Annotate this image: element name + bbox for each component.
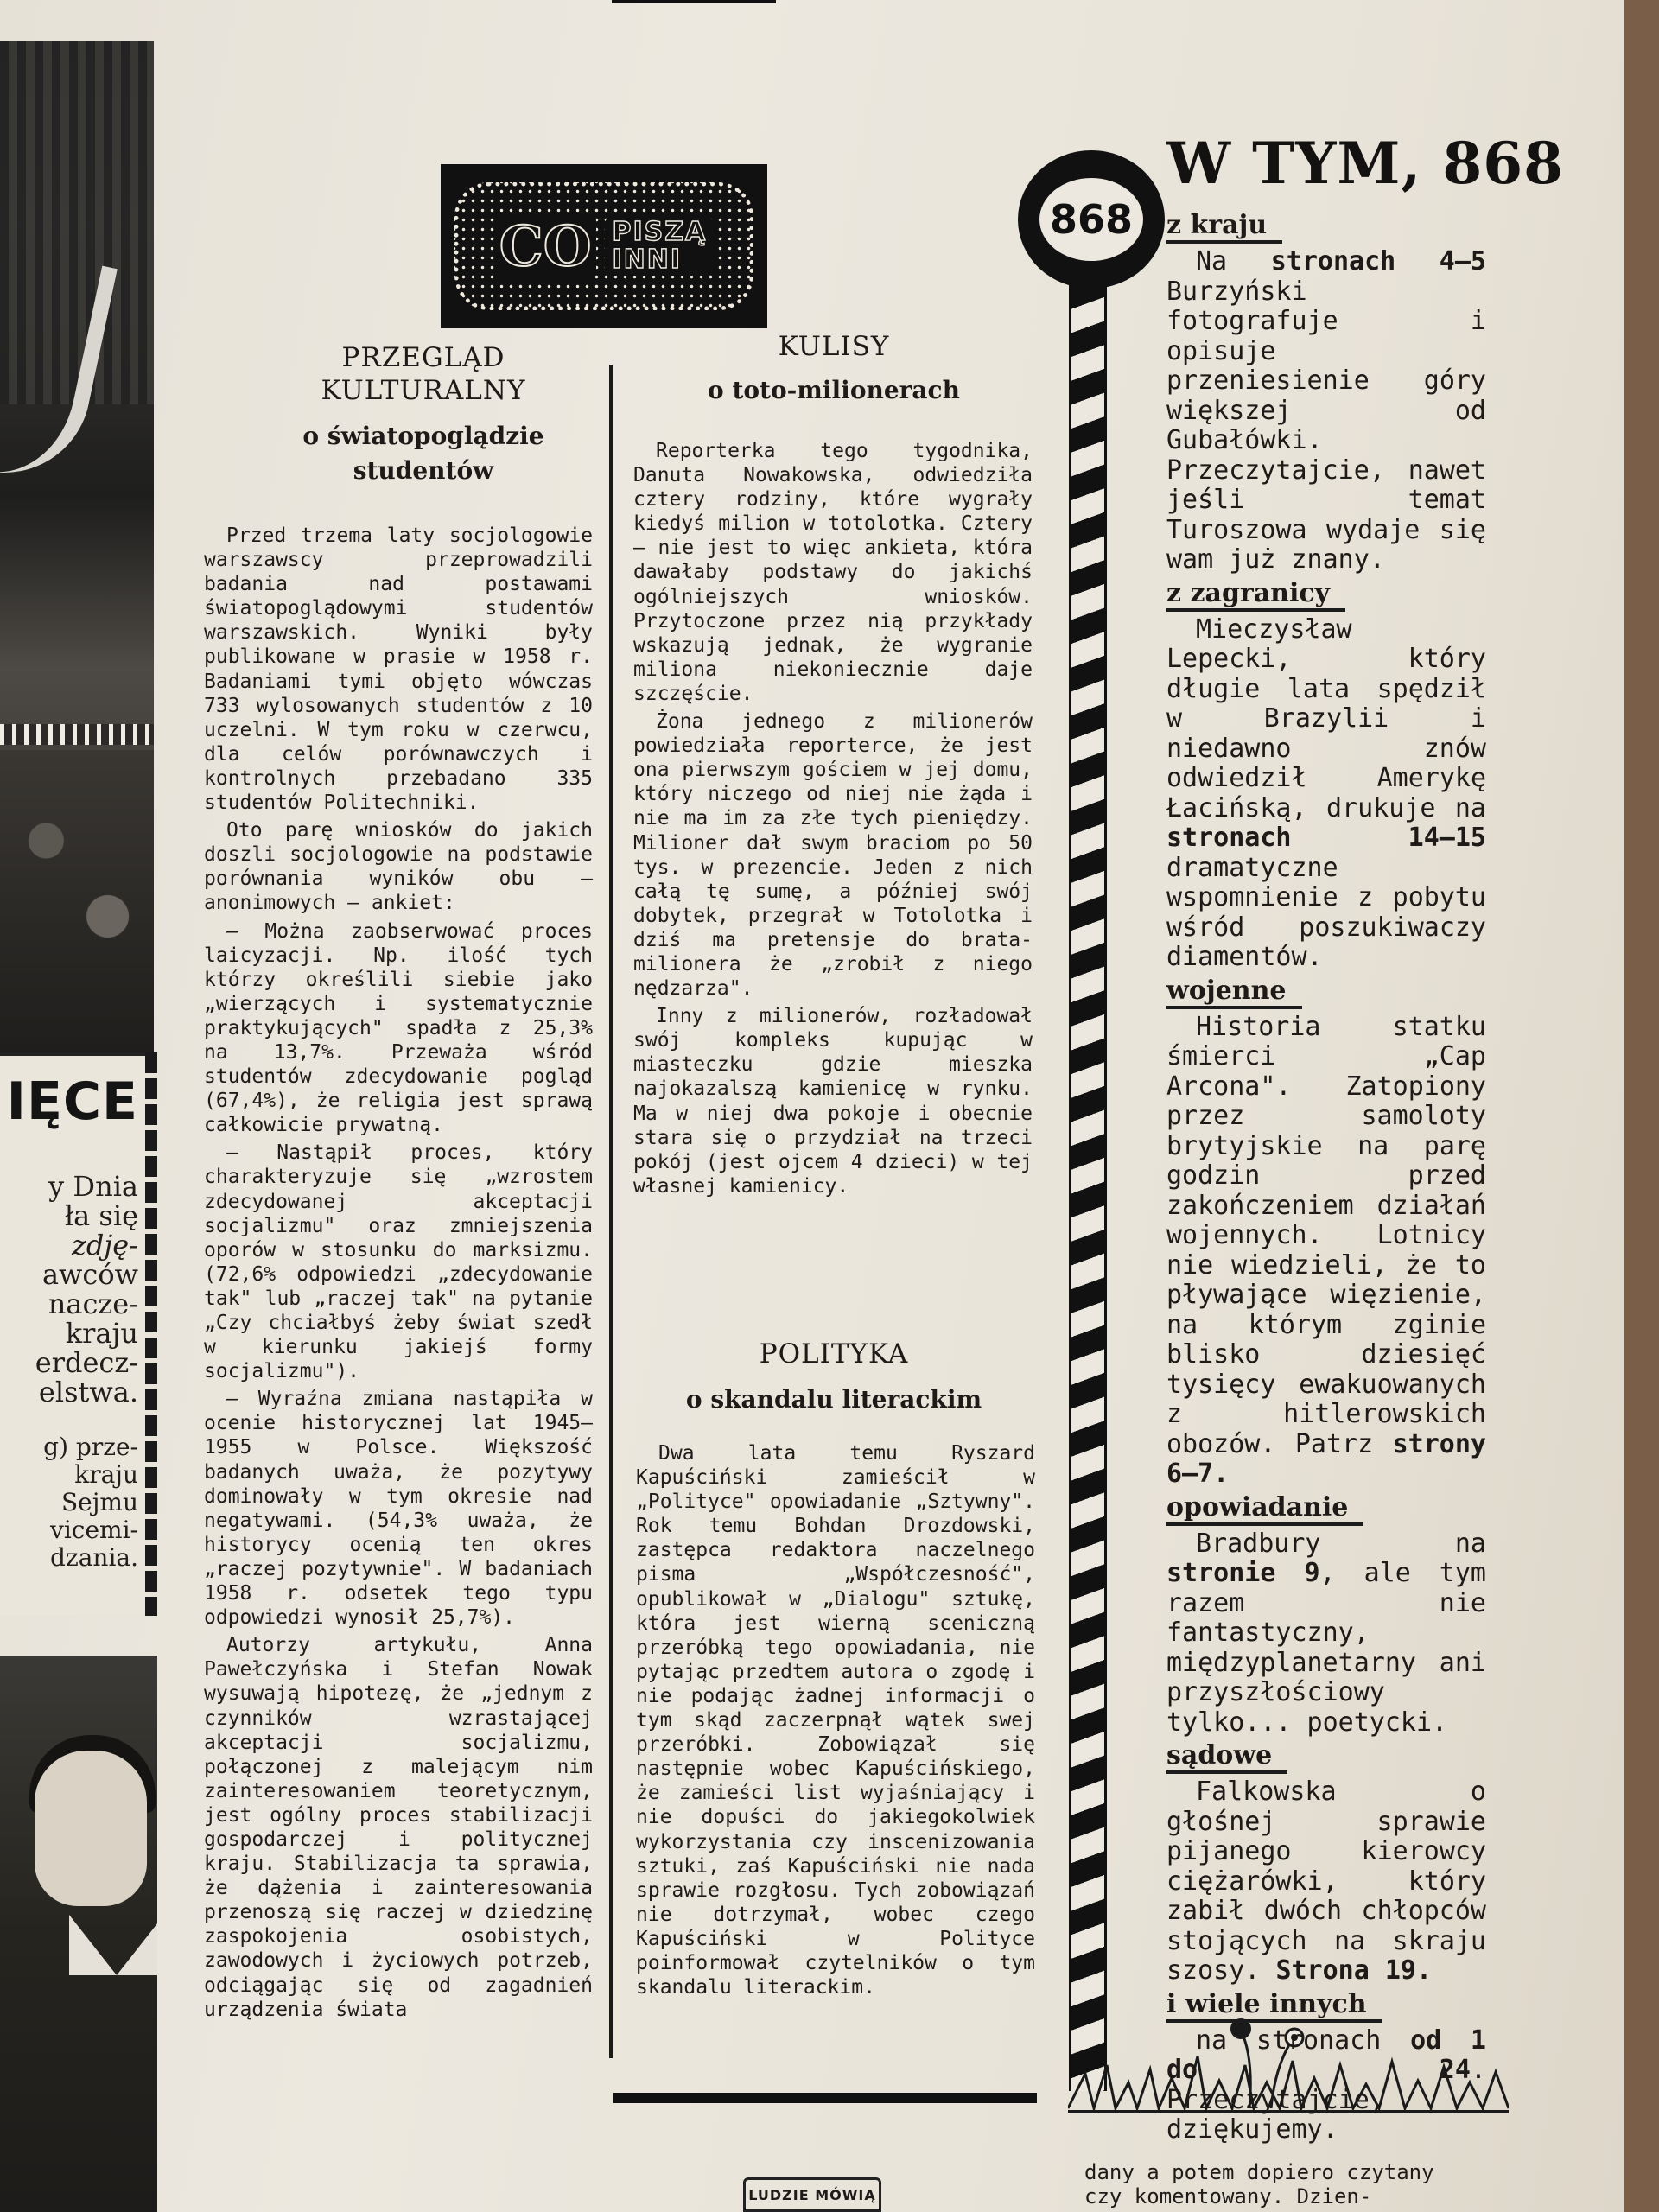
page-ref: stronach 14—15	[1166, 823, 1486, 853]
ludzie-mowia-logo: LUDZIE MÓWIĄ	[743, 2177, 881, 2212]
topic-heading: sądowe	[1166, 1741, 1287, 1774]
paragraph: Autorzy artykułu, Anna Pawełczyńska i Stefan Nowak wysuwają hipotezę, że „jednym z czynników wzrastającej akceptacji socjalizmu, połączonej z malejącym nim zainteresowaniem teoretycznym, jest ogólny proces stabilizacji gospodarczej i politycznej kraju. Stabilizacja ta sprawia, że dążenia i zainteresowania przenoszą się raczej w dziedzinę zaspokojenia osobistych, zawodowych i życiowych potrzeb, odciągając się od zagadnień urządzenia świata	[204, 1634, 593, 2021]
topic-heading: i wiele innych	[1166, 1990, 1382, 2023]
paragraph: — Wyraźna zmiana nastąpiła w ocenie historycznej lat 1945—1955 w Polsce. Większość badanych uważa, że pozytywy dominowały w tym okresie nad negatywami. (54,3% uważa, że historycy ocenią ten okres „raczej pozytywnie". W badaniach 1958 r. odsetek tego typu odpowiedzi wynosił 25,7%).	[204, 1388, 593, 1630]
col2-header-polityka	[631, 1338, 1037, 1417]
text-run: Mieczysław Lepecki, który długie lata spędził w Brazylii i niedawno znów odwiedził Amerykę Łacińską, drukuje na	[1166, 613, 1486, 823]
inset-line: dzania.	[50, 1543, 138, 1572]
co-pisza-inni-logo	[441, 164, 767, 328]
paragraph: Dwa lata temu Ryszard Kapuściński zamieścił w „Polityce" opowiadanie „Sztywny". Rok temu Bohdan Drozdowski, zastępca redaktora naczelnego pisma „Współczesność", opublikował w „Dialogu" sztukę, która jest wierną sceniczną przeróbką tego opowiadania, nie pytając przedtem autora o zgodę i nie podając żadnej informacji o tym skąd zaczerpnął wątek swej przeróbki. Zobowiązał się następnie wobec Kapuścińskiego, że zamieści list wyjaśniający i nie dopuści do jakiegokolwiek wykorzystania czy inscenizowania sztuki, zaś Kapuściński nie nada sprawie rozgłosu. Tych zobowiązań nie dotrzymał, wobec czego Kapuściński w Polityce poinformował czytelników o tym skandalu literackim.	[636, 1442, 1035, 1999]
logo-inni: INNI	[612, 245, 683, 275]
left-photo-auditorium	[0, 41, 154, 1052]
audience	[0, 750, 154, 1052]
topic-text	[1166, 1013, 1486, 1490]
inset-line: kraju	[74, 1460, 138, 1489]
topic-heading: opowiadanie	[1166, 1493, 1363, 1526]
section-title: KULTURALNY	[321, 375, 526, 406]
column-rule	[609, 365, 613, 2058]
page-ref: strony 6—7.	[1166, 1428, 1486, 1489]
paragraph: Inny z milionerów, rozładował swój kompleks kupując w miasteczku gdzie mieszka najokazalszą kamienicę w rynku. Ma w niej dwa pokoje i obecnie stara się o przydział na trzeci pokój (jest ojcem 4 dzieci) w tej własnej kamienicy.	[633, 1005, 1033, 1198]
inset-line: kraju	[65, 1317, 138, 1350]
inset-border	[145, 1052, 157, 1616]
text-run: Falkowska o głośnej sprawie pijanego kierowcy ciężarówki, który zabił dwóch chłopców stojących na skraju szosy.	[1166, 1777, 1486, 1986]
inset-line: ła się	[64, 1199, 138, 1232]
right-column-contents	[1166, 207, 1486, 2145]
inset-line: Sejmu	[60, 1488, 138, 1516]
col2-header-kulisy	[631, 330, 1037, 408]
page-ref: Strona 19.	[1275, 1955, 1433, 1986]
page-ref: stronach 4—5	[1270, 246, 1486, 276]
signpost-disc	[1018, 150, 1165, 289]
topic-heading: z kraju	[1166, 211, 1282, 244]
page-ref: od 1 do 24	[1166, 2024, 1486, 2085]
paragraph: — Można zaobserwować proces laicyzacji. Np. ilość tych którzy określili siebie jako „wierzących i systematycznie praktykujących" spadła z 25,3% na 13,7%. Przeważa wśród studentów zdecydowanie pogląd (67,4%), że religia jest sprawą całkowicie prywatną.	[204, 919, 593, 1137]
portrait-face	[35, 1751, 147, 1906]
portrait-collar	[69, 1915, 157, 1975]
stage-lights-row	[0, 724, 154, 745]
col2-article-body-1	[633, 439, 1033, 1202]
striped-signpost-pole	[1069, 285, 1107, 2091]
paragraph: Przed trzema laty socjologowie warszawscy przeprowadzili badania nad postawami światopoglądowymi studentów warszawskich. Wyniki były publikowane w prasie w 1958 r. Badaniami tymi objęto wówczas 733 wylosowanych studentów z 10 uczelni. W tym roku w czerwcu, dla celów porównawczych i kontrolnych przebadano 335 studentów Politechniki.	[204, 524, 593, 815]
inset-line: erdecz-	[35, 1346, 138, 1379]
paragraph: Żona jednego z milionerów powiedziała reporterce, że jest ona pierwszym gościem w jej domu, który niczego od niej nie żąda i nie ma im za złe tych pieniędzy. Milioner dał swym braciom po 50 tys. w prezencie. Jeden z nich całą tę sumę, a później swój dobytek, przegrał w Totolotka i dziś ma pretensje do brata-milionera że „zrobił z niego nędzarza".	[633, 710, 1033, 1001]
article-subtitle: o skandalu literackim	[685, 1385, 982, 1414]
col1-article-body	[204, 524, 593, 2209]
inset-line: g) prze-	[43, 1433, 138, 1461]
text-run: dramatyczne wspomnienie z pobytu wśród poszukiwaczy diamentów.	[1166, 852, 1486, 972]
text-run: Bradbury na	[1196, 1528, 1486, 1559]
text-run: , ale tym razem nie fantastyczny, międzyplanetarny ani przyszłościowy tylko... poetycki.	[1166, 1558, 1486, 1738]
text-run: . Przeczytajcie, dziękujemy.	[1166, 2055, 1486, 2145]
inset-line: vicemi-	[50, 1516, 138, 1544]
paragraph: Reporterka tego tygodnika, Danuta Nowakowska, odwiedziła cztery rodziny, które wygrały kiedyś milion w totolotka. Cztery — nie jest to więc ankieta, która dawałaby podstawy do jakichś ogólniejszych wniosków. Przytoczone przez nią przykłady wskazują jednak, że wygranie miliona niekoniecznie daje szczęście.	[633, 440, 1033, 705]
topic-text	[1166, 615, 1486, 973]
logo-dotted-frame	[454, 182, 753, 310]
text-run: Burzyński fotografuje i opisuje przeniesienie góry większej od Gubałówki. Przeczytajcie, nawet jeśli temat Turoszowa wydaje się wam już znany.	[1166, 276, 1486, 575]
article-subtitle: studentów	[353, 456, 494, 485]
topic-text	[1166, 247, 1486, 575]
article-subtitle: o toto-milionerach	[708, 376, 960, 404]
topic-text	[1166, 1777, 1486, 1986]
topic-heading: z zagranicy	[1166, 579, 1345, 612]
inset-line: nacze-	[48, 1287, 138, 1320]
inset-line: awców	[41, 1258, 138, 1291]
topic-heading: wojenne	[1166, 976, 1302, 1009]
left-inset-box	[0, 1052, 145, 1616]
logo-right-stack	[605, 217, 714, 276]
paragraph: — Nastąpił proces, który charakteryzuje się „wzrostem zdecydowanej akceptacji socjalizmu" oraz zmniejszenia oporów w stosunku do marksizmu. (72,6% odpowiedzi „zdecydowanie tak" lub „raczej tak" na pytanie „Czy chciałbyś żeby świat szedł w kierunku jakiejś formy socjalizmu").	[204, 1141, 593, 1383]
logo-co: CO	[494, 214, 597, 279]
col2-article-body-2	[636, 1441, 1035, 2003]
inset-line: y Dnia	[48, 1170, 138, 1203]
page-ref: stronie 9	[1166, 1558, 1320, 1588]
paragraph: Oto parę wniosków do jakich doszli socjologowie na podstawie porównania wyników obu — anonimowych — ankiet:	[204, 819, 593, 915]
left-photo-portrait	[0, 1656, 157, 2212]
inset-line: zdję-	[71, 1229, 138, 1262]
topic-text	[1166, 1529, 1486, 1738]
text-run: Historia statku śmierci „Cap Arcona". Zatopiony przez samoloty brytyjskie na parę godzin przed zakończeniem działań wojennych. Lotnicy nie wiedzieli, że to pływające więzienie, na którym zginie blisko dziesięć tysięcy ewakuowanych z hitlerowskich obozów. Patrz	[1166, 1011, 1486, 1459]
text-run: na stronach	[1196, 2024, 1411, 2056]
signpost-number: 868	[1039, 178, 1143, 261]
inset-line: elstwa.	[38, 1376, 138, 1408]
right-column-title: W TYM, 868	[1166, 130, 1565, 197]
section-rule	[613, 2093, 1037, 2103]
section-title: PRZEGLĄD	[341, 342, 505, 373]
section-title: KULISY	[778, 331, 890, 362]
topic-text	[1166, 2026, 1486, 2145]
continued-text: dany a potem dopiero czytany czy komentowany. Dzien-	[1084, 2160, 1434, 2209]
inset-heading: IĘCE	[6, 1071, 138, 1132]
col1-header	[259, 341, 588, 488]
article-subtitle: o światopoglądzie	[302, 422, 544, 450]
logo-pisza: PISZĄ	[612, 217, 708, 247]
top-rule	[612, 0, 776, 3]
text-run: Na	[1196, 246, 1271, 276]
section-title: POLITYKA	[759, 1338, 909, 1370]
